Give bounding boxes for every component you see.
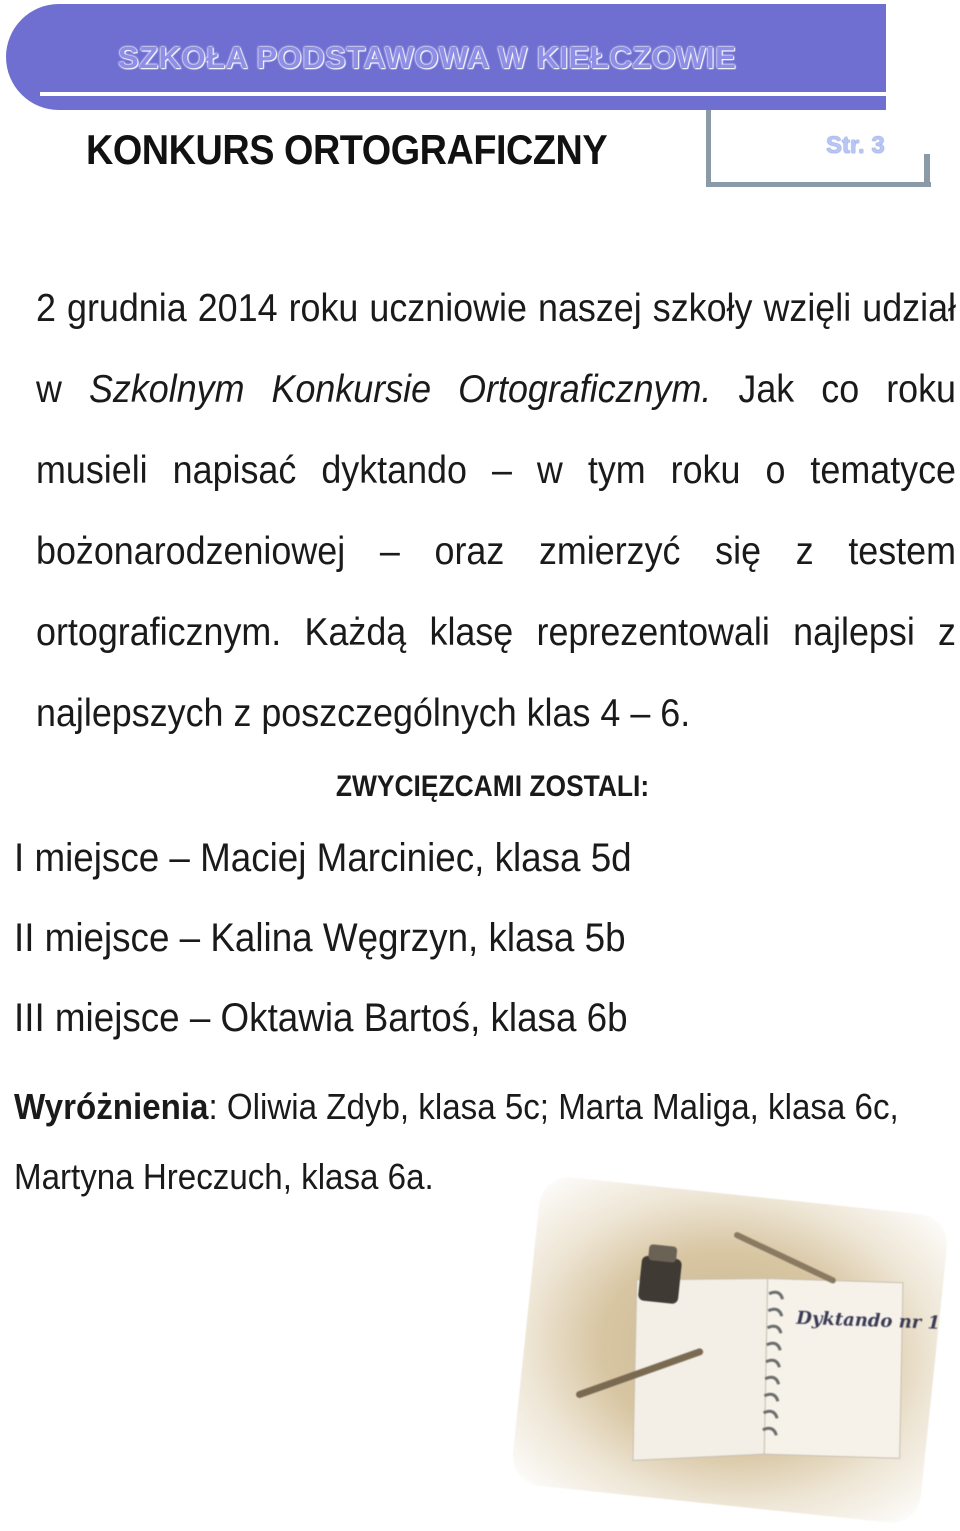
dictation-notebook-photo <box>510 1174 950 1525</box>
page-number-frame <box>706 110 931 187</box>
notebook-illustration <box>510 1174 950 1525</box>
honors-label: Wyróżnienia <box>14 1086 209 1127</box>
second-place: II miejsce – Kalina Węgrzyn, klasa 5b <box>14 916 626 960</box>
ink-bottle-icon <box>638 1243 684 1304</box>
page-title: KONKURS ORTOGRAFICZNY <box>86 126 608 173</box>
banner-divider <box>40 92 886 96</box>
page-number: Str. 3 <box>826 132 885 159</box>
article-intro: 2 grudnia 2014 roku uczniowie naszej szkoły wzięli udział w <box>36 287 956 411</box>
notebook-right-page <box>749 1269 918 1469</box>
contest-name: Szkolnym Konkursie Ortograficznym. <box>88 368 712 411</box>
pen-top-icon <box>733 1235 836 1280</box>
honors-text: : Oliwia Zdyb, klasa 5c; Marta Maliga, klasa 6c, Martyna Hreczuch, klasa 6a. <box>14 1086 899 1197</box>
page-number-frame-tick <box>924 154 930 187</box>
honors-paragraph <box>14 1072 934 1212</box>
third-place: III miejsce – Oktawia Bartoś, klasa 6b <box>14 996 628 1040</box>
winners-heading: ZWYCIĘZCAMI ZOSTALI: <box>335 770 650 803</box>
first-place: I miejsce – Maciej Marciniec, klasa 5d <box>14 836 632 880</box>
school-name: SZKOŁA PODSTAWOWA W KIEŁCZOWIE <box>118 40 737 75</box>
article-paragraph <box>36 268 956 754</box>
article-body: Jak co roku musieli napisać dyktando – w tym roku o tematyce bożonarodzeniowej – oraz zmierzyć się z testem ortograficznym. Każdą klasę reprezentowali najlepsi z najlepszych z poszczególnych klas 4 – 6. <box>36 368 956 735</box>
notebook-caption: Dyktando nr 1 <box>795 1307 941 1334</box>
